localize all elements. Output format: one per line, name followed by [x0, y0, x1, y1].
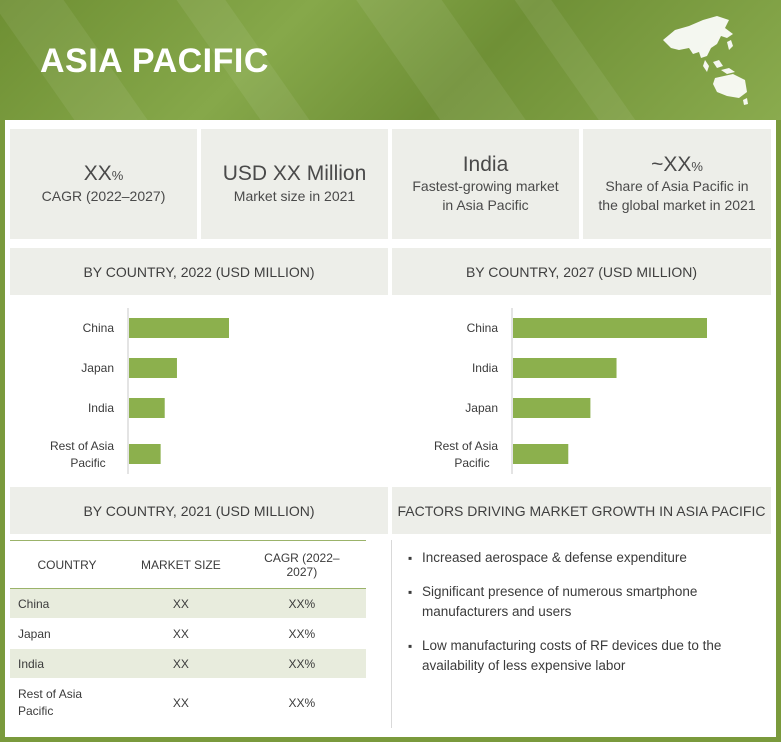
bar-japan: [513, 398, 590, 418]
bar-japan: [129, 358, 177, 378]
list-item: ▪ Increased aerospace & defense expenditure: [408, 548, 761, 568]
table-header-market-size: MARKET SIZE: [124, 541, 238, 589]
table-cell-country: [10, 679, 124, 727]
kpi-market-size-value: USD XX Million: [222, 162, 367, 186]
tick-label-japan: Japan: [465, 401, 498, 415]
asia-pacific-map-icon: [655, 12, 755, 107]
table-cell-cagr: XX%: [238, 619, 366, 649]
bar-rest-of-asia-pacific: [129, 444, 161, 464]
header-banner: [0, 0, 781, 120]
section-title-2022: BY COUNTRY, 2022 (USD MILLION): [10, 248, 388, 295]
drivers-list: [391, 540, 771, 728]
tick-label-rest-of-asia-pacific: Pacific: [454, 456, 490, 470]
country-table: [10, 540, 366, 727]
bar-chart-2027: [392, 300, 771, 475]
content-panel: [5, 120, 776, 737]
table-header-cagr: [238, 541, 366, 589]
table-cell-size: XX: [124, 589, 238, 619]
table-row: [10, 619, 366, 649]
table-cell-country: India: [10, 649, 124, 679]
kpi-cagr: [10, 129, 197, 239]
kpi-share-label-2: the global market in 2021: [598, 197, 756, 214]
table-cell-country: Japan: [10, 619, 124, 649]
table-row: [10, 589, 366, 619]
section-title-2027: BY COUNTRY, 2027 (USD MILLION): [392, 248, 771, 295]
table-header-country: COUNTRY: [10, 541, 124, 589]
list-item: ▪ Significant presence of numerous smartphone manufacturers and users: [408, 582, 761, 622]
table-cell-size: XX: [124, 679, 238, 727]
kpi-share-suffix: %: [691, 159, 703, 175]
kpi-fastest-growing-label-1: Fastest-growing market: [412, 178, 559, 195]
tick-label-india: India: [87, 401, 114, 415]
bar-rest-of-asia-pacific: [513, 444, 568, 464]
kpi-fastest-growing-value: India: [462, 153, 509, 177]
kpi-fastest-growing: [392, 129, 579, 239]
kpi-share-label-1: Share of Asia Pacific in: [605, 178, 749, 195]
kpi-share: [583, 129, 771, 239]
section-title-2021: BY COUNTRY, 2021 (USD MILLION): [10, 487, 388, 534]
table-cell-country-text: Rest of Asia Pacific: [18, 686, 83, 718]
table-header-cagr-label: CAGR (2022–2027): [264, 550, 340, 579]
kpi-cagr-label: CAGR (2022–2027): [41, 187, 166, 204]
table-cell-cagr: XX%: [238, 679, 366, 727]
table-row: [10, 649, 366, 679]
table-cell-cagr: XX%: [238, 589, 366, 619]
tick-label-japan: Japan: [81, 361, 114, 375]
kpi-market-size: [201, 129, 388, 239]
tick-label-rest-of-asia-pacific: Rest of Asia: [433, 439, 498, 453]
page-title: ASIA PACIFIC: [40, 42, 269, 80]
tick-label-rest-of-asia-pacific: Rest of Asia: [49, 439, 114, 453]
section-title-drivers: FACTORS DRIVING MARKET GROWTH IN ASIA PACIFIC: [392, 487, 771, 534]
bar-china: [129, 318, 229, 338]
kpi-cagr-suffix: %: [111, 168, 124, 184]
table-cell-country: China: [10, 589, 124, 619]
kpi-market-size-label: Market size in 2021: [233, 187, 356, 204]
tick-label-china: China: [82, 321, 114, 335]
bar-chart-2022: [10, 300, 388, 475]
table-cell-cagr: XX%: [238, 649, 366, 679]
table-cell-size: XX: [124, 649, 238, 679]
kpi-cagr-value: XX: [83, 162, 112, 186]
kpi-share-value: ~XX: [651, 153, 692, 177]
table-cell-size: XX: [124, 619, 238, 649]
tick-label-india: India: [471, 361, 498, 375]
table-row: [10, 679, 366, 727]
tick-label-china: China: [466, 321, 498, 335]
kpi-fastest-growing-label-2: in Asia Pacific: [442, 197, 529, 214]
bar-india: [513, 358, 617, 378]
bar-india: [129, 398, 165, 418]
tick-label-rest-of-asia-pacific: Pacific: [70, 456, 106, 470]
bar-china: [513, 318, 707, 338]
list-item: ▪ Low manufacturing costs of RF devices due to the availability of less expensive labor: [408, 636, 761, 676]
